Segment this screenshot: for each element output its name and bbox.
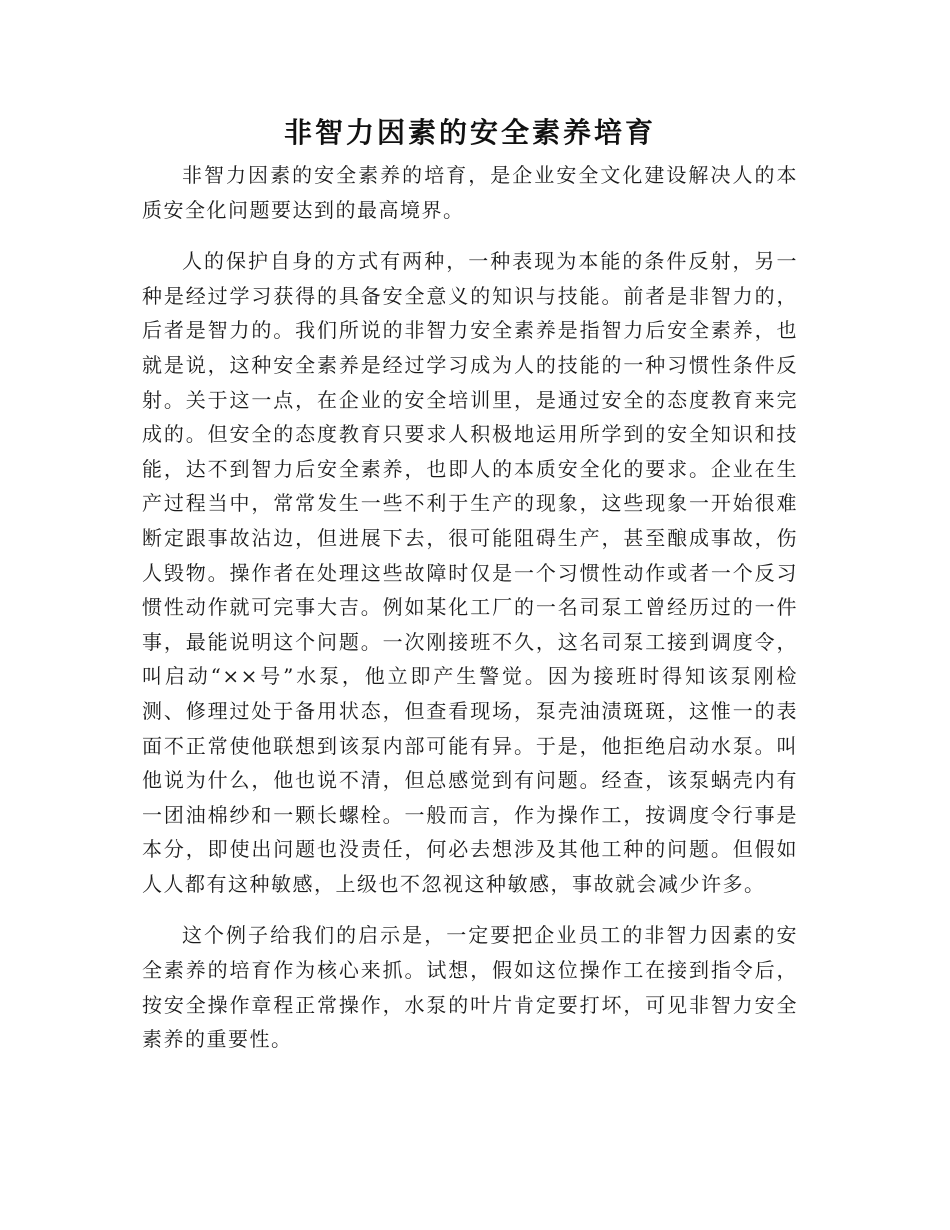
document-page	[142, 108, 798, 1057]
paragraph-conclusion: 这个例子给我们的启示是，一定要把企业员工的非智力因素的安全素养的培育作为核心来抓。试想，假如这位操作工在接到指令后，按安全操作章程正常操作，水泵的叶片肯定要打坏，可见非智力安全素养的重要性。	[142, 923, 798, 1052]
document-title: 非智力因素的安全素养培育	[283, 116, 656, 149]
paragraph-body: 人的保护自身的方式有两种，一种表现为本能的条件反射，另一种是经过学习获得的具备安全意义的知识与技能。前者是非智力的，后者是智力的。我们所说的非智力安全素养是指智力后安全素养，也就是说，这种安全素养是经过学习成为人的技能的一种习惯性条件反射。关于这一点，在企业的安全培训里，是通过安全的态度教育来完成的。但安全的态度教育只要求人积极地运用所学到的安全知识和技能，达不到智力后安全素养，也即人的本质安全化的要求。企业在生产过程当中，常常发生一些不利于生产的现象，这些现象一开始很难断定跟事故沾边，但进展下去，很可能阻碍生产，甚至酿成事故，伤人毁物。操作者在处理这些故障时仅是一个习惯性动作或者一个反习惯性动作就可完事大吉。例如某化工厂的一名司泵工曾经历过的一件事，最能说明这个问题。一次刚接班不久，这名司泵工接到调度令，叫启动“××号”水泵，他立即产生警觉。因为接班时得知该泵刚检测、修理过处于备用状态，但查看现场，泵壳油渍斑斑，这惟一的表面不正常使他联想到该泵内部可能有异。于是，他拒绝启动水泵。叫他说为什么，他也说不清，但总感觉到有问题。经查，该泵蜗壳内有一团油棉纱和一颗长螺栓。一般而言，作为操作工，按调度令行事是本分，即使出问题也没责任，何必去想涉及其他工种的问题。但假如人人都有这种敏感，上级也不忽视这种敏感，事故就会减少许多。	[142, 249, 798, 896]
paragraph-intro: 非智力因素的安全素养的培育，是企业安全文化建设解决人的本质安全化问题要达到的最高境界。	[142, 163, 798, 222]
